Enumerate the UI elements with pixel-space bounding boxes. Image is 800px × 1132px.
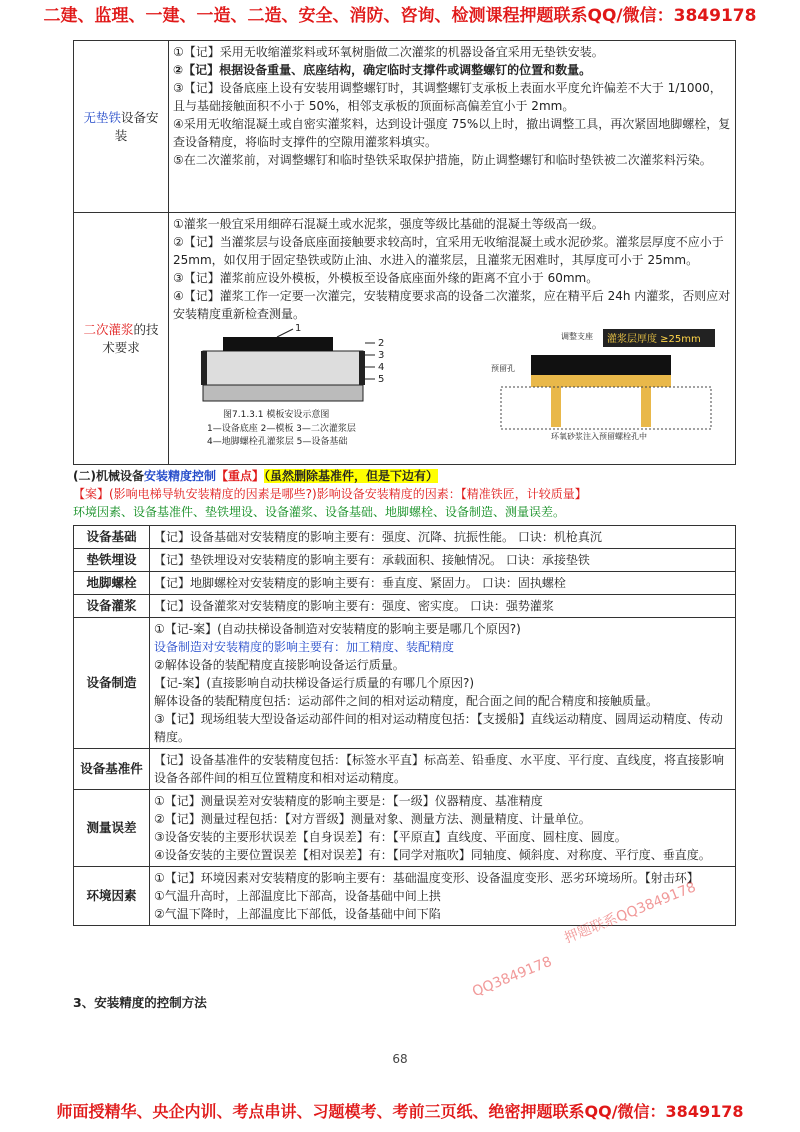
row-label: 垫铁埋设: [74, 549, 150, 572]
text-line: ④采用无收缩混凝土或自密实灌浆料，达到设计强度 75%以上时，撤出调整工具，再次紧固地脚螺栓，复查设备精度，将临时支撑件的空隙用灌浆料填实。: [173, 117, 731, 149]
row-label-no-shim-install: [74, 41, 169, 213]
manufacture-content: [150, 618, 736, 749]
title-note: （虽然删除基准件，但是下边有）: [264, 469, 439, 483]
figure-legend-line: 1—设备底座 2—模板 3—二次灌浆层: [207, 424, 356, 434]
text-line: ⑤在二次灌浆前，对调整螺钉和临时垫铁采取保护措施，防止调整螺钉和临时垫铁被二次灌浆料污染。: [173, 153, 712, 167]
row-text: 【记】地脚螺栓对安装精度的影响主要有：垂直度、紧固力。 口诀：固执螺栓: [150, 572, 736, 595]
title-part: 【重点】: [216, 469, 265, 483]
equipment-base-shape: [203, 351, 363, 385]
install-table: [73, 40, 736, 465]
row-label: 设备灌浆: [74, 595, 150, 618]
figure-note: 环氧砂浆注入预留螺栓孔中: [551, 432, 647, 441]
grout-layer: [531, 375, 671, 387]
row-text: 【记】设备灌浆对安装精度的影响主要有：强度、密实度。 口诀：强势灌浆: [150, 595, 736, 618]
section-title: [73, 467, 735, 485]
foundation-shape: [501, 387, 711, 429]
title-part: (二)机械设备: [73, 469, 144, 483]
figure-note: 预留孔: [491, 364, 515, 373]
grout-layer-label: 灌浆层厚度 ≥25mm: [607, 334, 701, 345]
secondary-grouting-content: [169, 213, 736, 465]
text-line: ①【记】测量误差对安装精度的影响主要是：【一级】仪器精度、基准精度: [154, 794, 543, 808]
row-label: 测量误差: [74, 790, 150, 867]
table-row: [74, 618, 736, 749]
table-row: [74, 213, 736, 465]
row-label: 地脚螺栓: [74, 572, 150, 595]
callout-4: 4: [378, 362, 385, 373]
page-number: 68: [392, 1052, 408, 1066]
precision-factors-table: [73, 525, 736, 926]
row-text: 【记】垫铁埋设对安装精度的影响主要有：承载面积、接触情况。 口诀：承接垫铁: [150, 549, 736, 572]
table-row: [74, 867, 736, 926]
label-part: 设备基准: [80, 761, 131, 776]
figure-legend-line: 4—地脚螺栓孔灌浆层 5—设备基础: [207, 437, 348, 447]
text-line: 解体设备的装配精度包括：运动部件之间的相对运动精度，配合面之间的配合精度和接触质量。: [154, 694, 659, 708]
anchor-hole-left: [551, 387, 561, 427]
foundation-shape: [203, 385, 363, 401]
row-label: 设备制造: [74, 618, 150, 749]
label-part: 的技术要求: [102, 321, 159, 355]
figure-caption: 图7.1.3.1 模板安设示意图: [223, 410, 330, 420]
callout-3: 3: [378, 350, 385, 361]
formwork-left: [201, 351, 207, 385]
datum-content: [150, 749, 736, 790]
anchor-hole-right: [641, 387, 651, 427]
text-line: ③【记】现场组装大型设备运动部件间的相对运动精度包括：【支援船】直线运动精度、圆周运动精度、传动精度。: [154, 712, 723, 744]
table-row: [74, 749, 736, 790]
callout-1: 1: [295, 323, 302, 334]
watermark: QQ3849178: [470, 953, 555, 1001]
row-label-secondary-grouting: [74, 213, 169, 465]
row-text: 【记】设备基础对安装精度的影响主要有：强度、沉降、抗振性能。 口诀：机枪真沉: [150, 526, 736, 549]
table-row: [74, 572, 736, 595]
case-question-line: 【案】(影响电梯导轨安装精度的因素是哪些?)影响设备安装精度的因素：【精准铁匠，计较质量】: [73, 487, 587, 501]
env-content: [150, 867, 736, 926]
table-row: [74, 41, 736, 213]
callout-line: [277, 329, 293, 337]
formwork-diagram: [193, 323, 433, 449]
text-line: ①【记】环境因素对安装精度的影响主要有：基础温度变形、设备温度变形、恶劣环境场所。【射击环】: [154, 871, 699, 885]
text-line: ①【记-案】(自动扶梯设备制造对安装精度的影响主要是哪几个原因?): [154, 622, 521, 636]
text-line: ①气温升高时，上部温度比下部高，设备基础中间上拱: [154, 889, 441, 903]
label-part: 件: [130, 761, 143, 776]
table-row: [74, 526, 736, 549]
equipment-base-top: [223, 337, 333, 351]
text-line: ④设备安装的主要位置误差【相对误差】有：【同学对瓶吹】同轴度、倾斜度、对称度、平行度、垂直度。: [154, 848, 711, 862]
text-line: ③设备安装的主要形状误差【自身误差】有：【平原直】直线度、平面度、圆柱度、圆度。: [154, 830, 627, 844]
equipment-base-shape: [531, 355, 671, 375]
measure-content: [150, 790, 736, 867]
callout-5: 5: [378, 374, 385, 385]
no-shim-install-content: [169, 41, 736, 213]
factors-line: 环境因素、设备基准件、垫铁埋设、设备灌浆、设备基础、地脚螺栓、设备制造、测量误差。: [73, 505, 566, 519]
label-part: 无垫铁: [83, 109, 121, 125]
text-line: ②解体设备的装配精度直接影响设备运行质量。: [154, 658, 405, 672]
callout-2: 2: [378, 338, 385, 349]
row-label: 环境因素: [74, 867, 150, 926]
text-line: ②【记】根据设备重量、底座结构，确定临时支撑件或调整螺钉的位置和数量。: [173, 63, 592, 77]
text-line: 设备制造对安装精度的影响主要有：加工精度、装配精度: [154, 640, 455, 654]
text-line: ①【记】采用无收缩灌浆料或环氧树脂做二次灌浆的机器设备宜采用无垫铁安装。: [173, 45, 604, 59]
label-part: 设备安装: [114, 109, 159, 143]
text-line: 【记】设备基准件的安装精度包括：【标签水平直】标高差、铅垂度、水平度、平行度、直线度，将直接影响设备各部件间的相互位置精度和相对运动精度。: [154, 753, 725, 785]
table-row: [74, 790, 736, 867]
row-label-datum: [74, 749, 150, 790]
text-line: ②【记】测量过程包括：【对方晋级】测量对象、测量方法、测量精度、计量单位。: [154, 812, 591, 826]
text-line: ③【记】灌浆前应设外模板，外模板至设备底座面外缘的距离不宜小于 60mm。: [173, 271, 599, 285]
table-row: [74, 595, 736, 618]
text-line: 【记-案】(直接影响自动扶梯设备运行质量的有哪几个原因?): [154, 676, 475, 690]
formwork-right: [359, 351, 365, 385]
top-banner: 二建、监理、一建、一造、二造、安全、消防、咨询、检测课程押题联系QQ/微信：3849178: [43, 6, 757, 26]
table-row: [74, 549, 736, 572]
text-line: ④【记】灌浆工作一定要一次灌完，安装精度要求高的设备二次灌浆，应在精平后 24h 内灌浆，否则应对安装精度重新检查测量。: [173, 289, 731, 321]
label-part: 二次灌浆: [83, 321, 134, 337]
text-line: ②气温下降时，上部温度比下部低，设备基础中间下陷: [154, 907, 441, 921]
section-3-title: 3、安装精度的控制方法: [73, 995, 207, 1010]
text-line: ③【记】设备底座上设有安装用调整螺钉时，其调整螺钉支承板上表面水平度允许偏差不大于 1/1000，且与基础接触面积不小于 50%，相邻支承板的顶面标高偏差宜小于 2mm。: [173, 81, 722, 113]
text-line: ①灌浆一般宜采用细碎石混凝土或水泥浆，强度等级比基础的混凝土等级高一级。: [173, 217, 604, 231]
title-part: 安装精度控制: [143, 469, 216, 483]
grouting-figures: [173, 323, 731, 449]
watermark: 押题联系QQ3849178: [562, 879, 699, 947]
bottom-banner: 师面授精华、央企内训、考点串讲、习题模考、考前三页纸、绝密押题联系QQ/微信：3849178: [56, 1102, 744, 1121]
figure-note: 调整支座: [561, 332, 593, 341]
text-line: ②【记】当灌浆层与设备底座面接触要求较高时，宜采用无收缩混凝土或水泥砂浆。灌浆层厚度不应小于 25mm，如仅用于固定垫铁或防止油、水进入的灌浆层，且灌浆无困难时，其厚度可小于 25mm。: [173, 235, 724, 267]
row-label: 设备基础: [74, 526, 150, 549]
section-precision-control: [73, 467, 735, 521]
grout-layer-diagram: [491, 325, 721, 443]
